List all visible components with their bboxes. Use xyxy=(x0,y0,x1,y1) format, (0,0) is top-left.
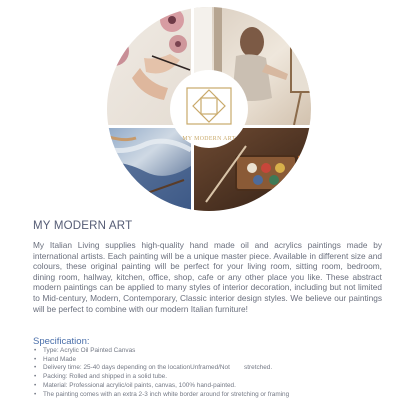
brand-logo xyxy=(170,70,248,148)
spec-item-packing: • Packing: Rolled and shipped in a solid tube. xyxy=(33,373,383,382)
spec-item-delivery: • Delivery time: 25-40 days depending on the locationUnframed/Not stretched. xyxy=(33,364,383,373)
spec-item-border: • The painting comes with an extra 2-3 inch white border around for stretching or framing xyxy=(33,391,383,400)
specification-heading: Specification: xyxy=(33,336,90,347)
spec-item-material: • Material: Professional acrylic/oil paints, canvas, 100% hand-painted. xyxy=(33,382,383,391)
specification-list xyxy=(33,347,383,399)
logo-text: MY MODERN ART xyxy=(182,136,236,142)
product-description: My Italian Living supplies high-quality hand made oil and acrylics paintings made by international artists. Each painting will be a unique master piece. Available in different size and colours, these original painting will be perfect for your living room, sitting room, bedroom, dining room, hallway, kitchen, office, shop, cafe or any other place you like. These abstract modern paintings can be applied to many styles of interior decoration, including but not limited to Mid-century, Modern, Contemporary, Classic interior design styles. We believe our paintings will be perfect to combine with our modern Italian furniture! xyxy=(33,240,382,314)
photo-blue-abstract-painting xyxy=(86,128,191,212)
photo-collage xyxy=(86,6,332,212)
brand-heading: MY MODERN ART xyxy=(33,220,133,232)
spec-item-hand-made: • Hand Made xyxy=(33,356,383,365)
spec-item-type: • Type: Acrylic Oil Painted Canvas xyxy=(33,347,383,356)
